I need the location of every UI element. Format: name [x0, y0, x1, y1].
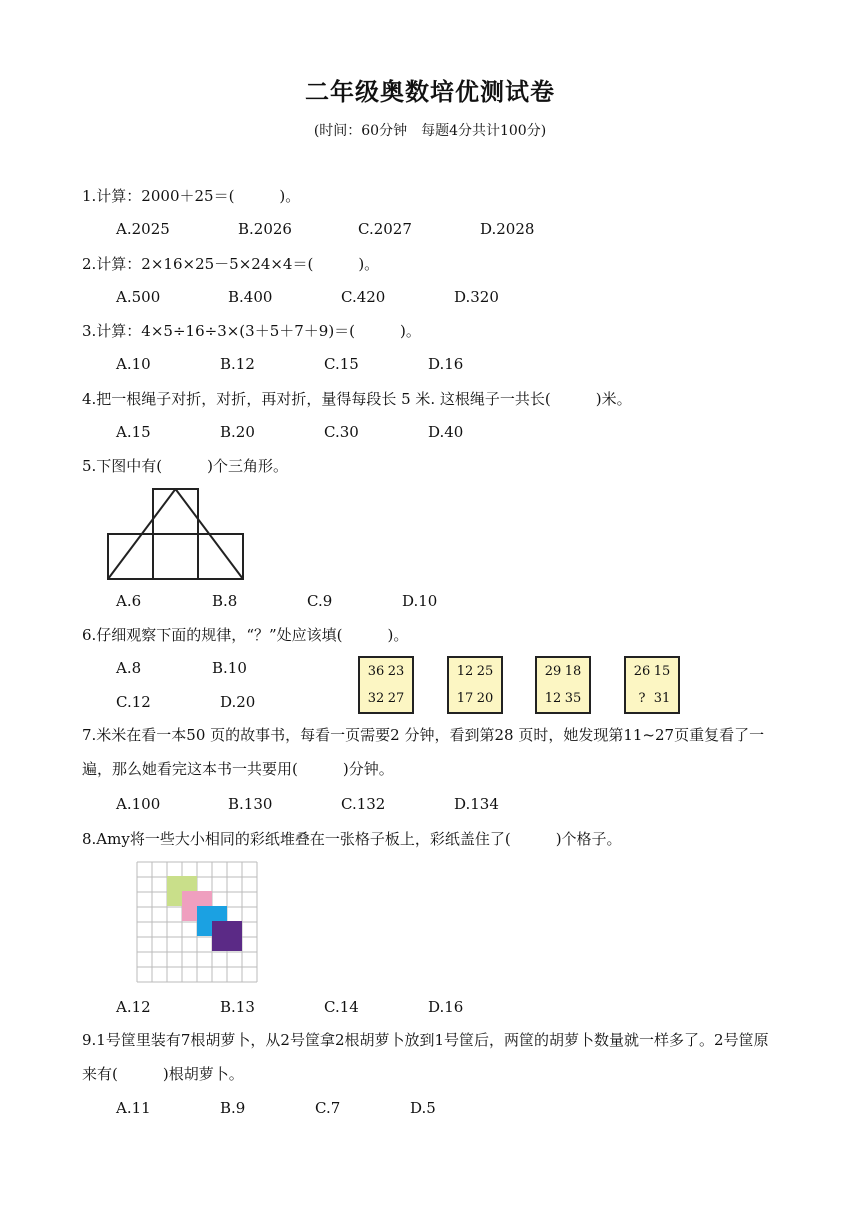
q1-option-c[interactable]: C.2027: [358, 220, 412, 238]
q4-option-b[interactable]: B.20: [220, 423, 255, 441]
q3-option-d[interactable]: D.16: [428, 355, 464, 373]
number-box-1-bottom-left: 32: [367, 691, 385, 706]
question-7-text: 7.米米在看一本50 页的故事书，每看一页需要2 分钟，看到第28 页时，她发现第11~27页重复看了一遍，那么她看完这本书一共要用( )分钟。: [82, 726, 765, 778]
q6-option-b[interactable]: B.10: [212, 659, 247, 677]
q1-option-d[interactable]: D.2028: [480, 220, 535, 238]
question-2-stem: 2.计算：2×16×25－5×24×4＝( )。: [82, 255, 380, 273]
number-box-1-top-right: 23: [387, 664, 405, 679]
page-subtitle: (时间：60分钟 每题4分共计100分): [313, 123, 547, 139]
question-9-stem: [82, 1023, 782, 1091]
number-box-3-bottom-right: 35: [564, 691, 582, 706]
q3-option-c[interactable]: C.15: [324, 355, 359, 373]
number-box-2: [447, 656, 503, 714]
q9-option-b[interactable]: B.9: [220, 1099, 246, 1117]
q9-option-a[interactable]: A.11: [116, 1099, 151, 1117]
number-box-2-top-left: 12: [456, 664, 474, 679]
question-4-stem: 4.把一根绳子对折，对折，再对折，量得每段长 5 米. 这根绳子一共长( )米。: [82, 390, 632, 408]
q5-option-d[interactable]: D.10: [402, 592, 438, 610]
q7-option-b[interactable]: B.130: [228, 795, 273, 813]
q4-option-a[interactable]: A.15: [116, 423, 151, 441]
q3-option-b[interactable]: B.12: [220, 355, 255, 373]
page-title: 二年级奥数培优测试卷: [305, 78, 555, 106]
number-box-2-bottom-right: 20: [476, 691, 494, 706]
number-box-3-top-left: 29: [544, 664, 562, 679]
q7-option-d[interactable]: D.134: [454, 795, 499, 813]
question-6-stem: 6.仔细观察下面的规律，“？”处应该填( )。: [82, 626, 409, 644]
q6-option-d[interactable]: D.20: [220, 693, 256, 711]
q1-option-b[interactable]: B.2026: [238, 220, 292, 238]
q9-option-d[interactable]: D.5: [410, 1099, 436, 1117]
number-box-4-bottom-left: ?: [638, 691, 646, 706]
q7-option-c[interactable]: C.132: [341, 795, 386, 813]
q3-option-a[interactable]: A.10: [116, 355, 151, 373]
q2-option-c[interactable]: C.420: [341, 288, 386, 306]
q2-option-b[interactable]: B.400: [228, 288, 273, 306]
number-box-1: [358, 656, 414, 714]
question-3-stem: 3.计算：4×5÷16÷3×(3＋5＋7＋9)＝( )。: [82, 322, 421, 340]
question-5-stem: 5.下图中有( )个三角形。: [82, 457, 289, 475]
number-box-3: [535, 656, 591, 714]
triangle-figure: [106, 487, 246, 582]
q4-option-c[interactable]: C.30: [324, 423, 359, 441]
grid-board: [136, 861, 260, 985]
question-8-stem: 8.Amy将一些大小相同的彩纸堆叠在一张格子板上，彩纸盖住了( )个格子。: [82, 830, 622, 848]
q6-option-c[interactable]: C.12: [116, 693, 151, 711]
number-box-4-bottom-right: 31: [653, 691, 671, 706]
paper-purple: [212, 921, 242, 951]
q2-option-d[interactable]: D.320: [454, 288, 499, 306]
q8-option-b[interactable]: B.13: [220, 998, 255, 1016]
q4-option-d[interactable]: D.40: [428, 423, 464, 441]
q1-option-a[interactable]: A.2025: [116, 220, 170, 238]
number-box-2-top-right: 25: [476, 664, 494, 679]
number-box-3-bottom-left: 12: [544, 691, 562, 706]
number-box-2-bottom-left: 17: [456, 691, 474, 706]
number-box-1-bottom-right: 27: [387, 691, 405, 706]
q5-option-a[interactable]: A.6: [116, 592, 142, 610]
q8-option-c[interactable]: C.14: [324, 998, 359, 1016]
question-9-text: 9.1号筐里装有7根胡萝卜，从2号筐拿2根胡萝卜放到1号筐后，两筐的胡萝卜数量就一样多了。2号筐原来有( )根胡萝卜。: [82, 1031, 769, 1083]
number-box-4-top-left: 26: [633, 664, 651, 679]
number-box-4: [624, 656, 680, 714]
question-7-stem: [82, 718, 782, 786]
number-box-1-top-left: 36: [367, 664, 385, 679]
q8-option-a[interactable]: A.12: [116, 998, 151, 1016]
q5-option-b[interactable]: B.8: [212, 592, 238, 610]
q2-option-a[interactable]: A.500: [116, 288, 161, 306]
number-box-3-top-right: 18: [564, 664, 582, 679]
figure-outer-rectangle: [108, 534, 243, 579]
q7-option-a[interactable]: A.100: [116, 795, 161, 813]
q8-option-d[interactable]: D.16: [428, 998, 464, 1016]
number-box-4-top-right: 15: [653, 664, 671, 679]
q9-option-c[interactable]: C.7: [315, 1099, 341, 1117]
q6-option-a[interactable]: A.8: [116, 659, 142, 677]
q5-option-c[interactable]: C.9: [307, 592, 333, 610]
question-1-stem: 1.计算：2000＋25＝( )。: [82, 187, 301, 205]
